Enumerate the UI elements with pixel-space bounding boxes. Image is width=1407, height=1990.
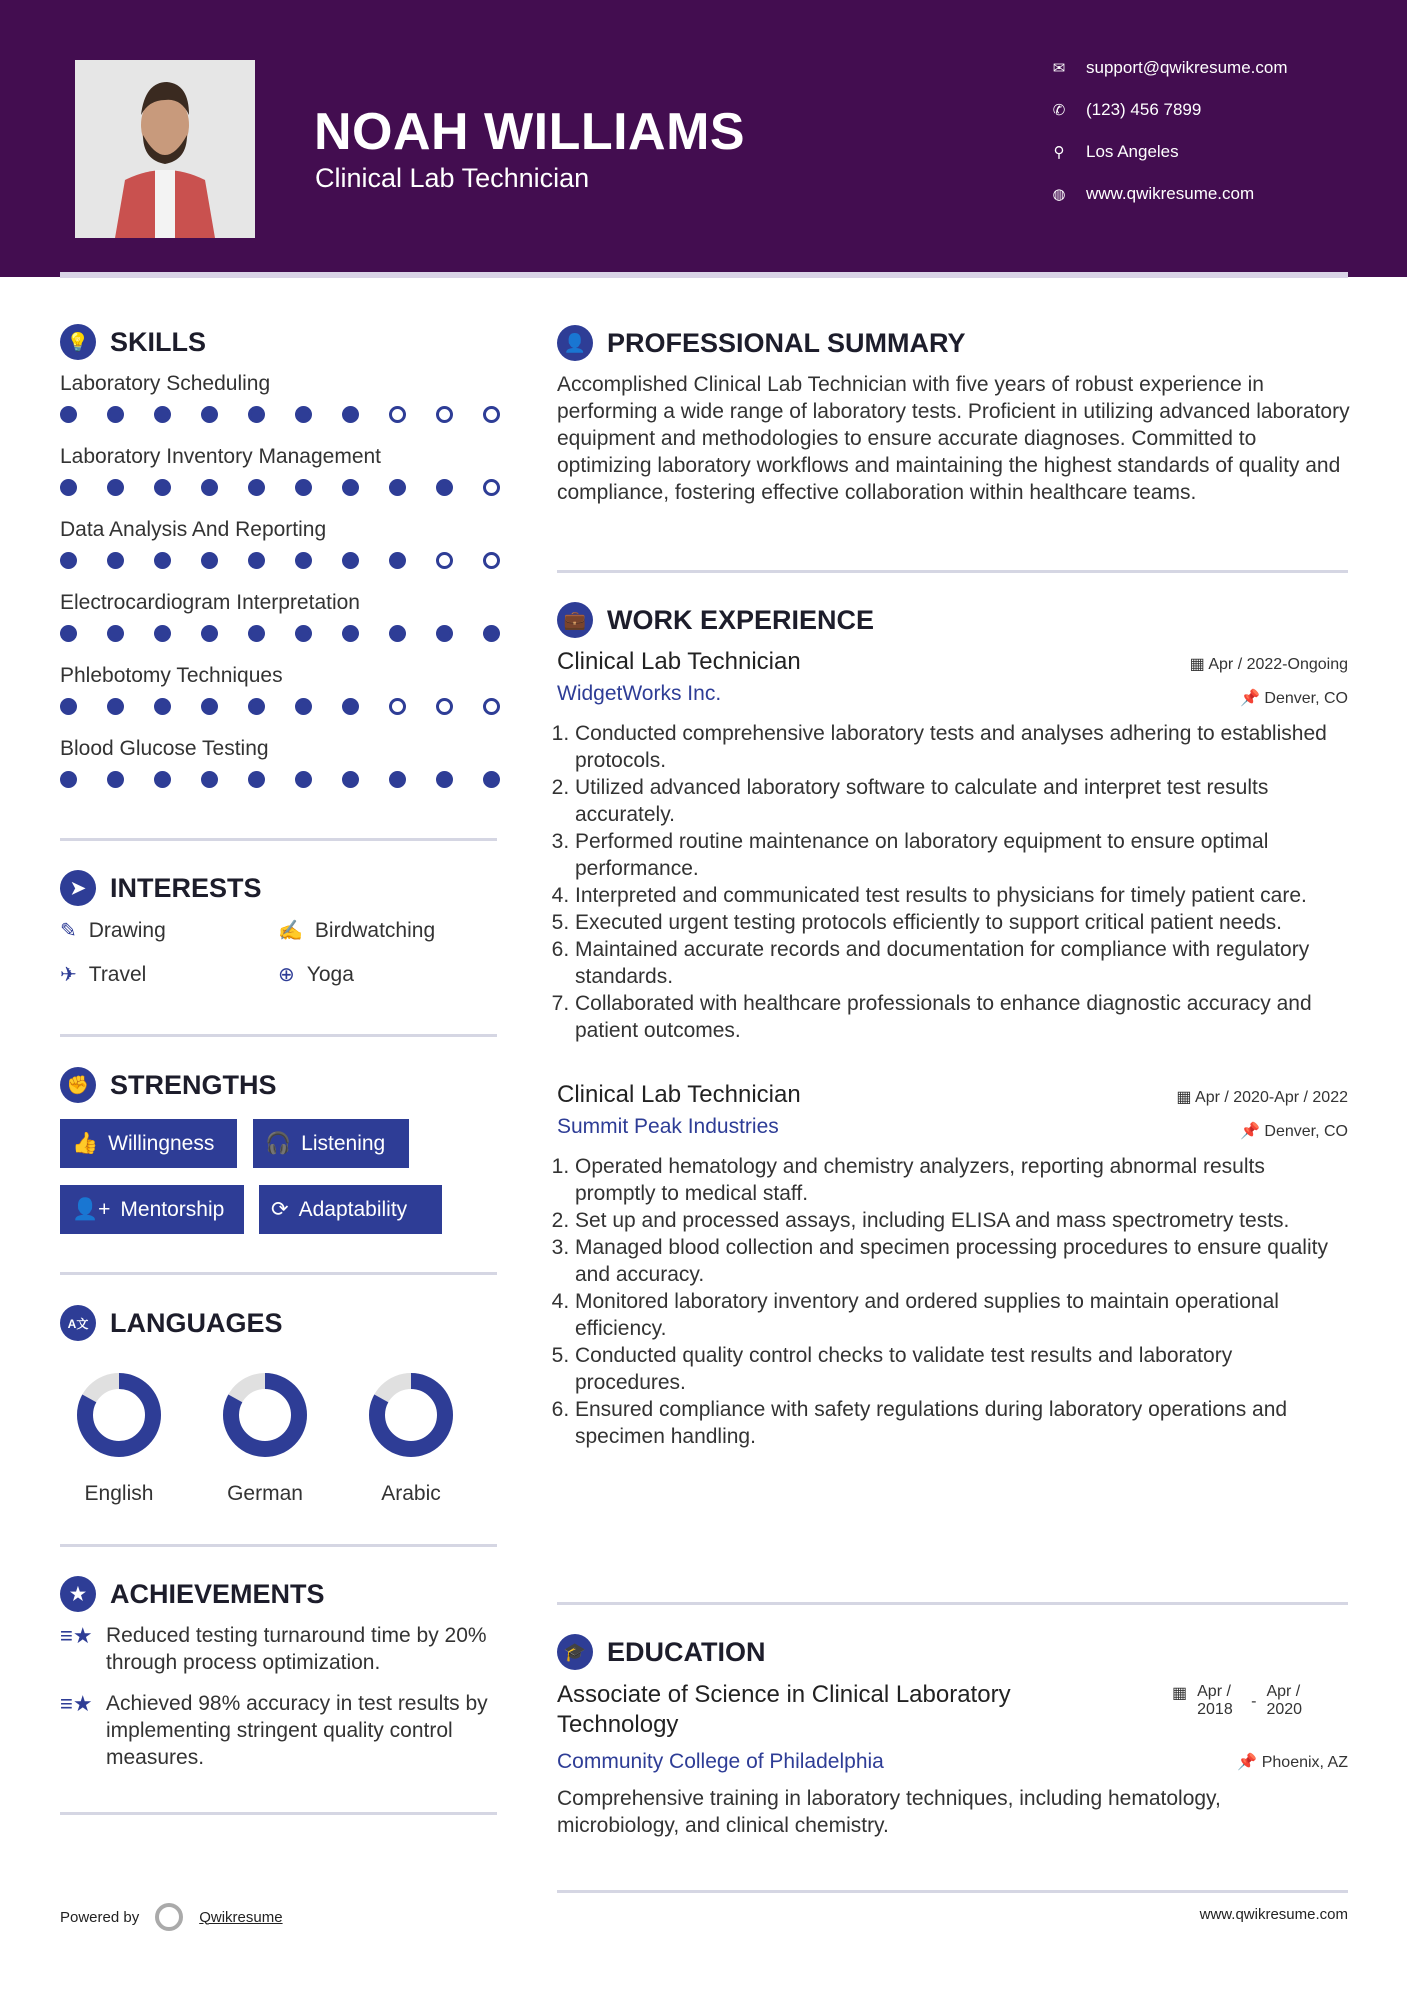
skill-label: Laboratory Inventory Management (60, 445, 382, 468)
filled-dot (60, 406, 77, 423)
filled-dot (389, 625, 406, 642)
filled-dot (436, 771, 453, 788)
interest-label: Birdwatching (314, 918, 436, 942)
filled-dot (342, 552, 359, 569)
empty-dot (436, 698, 453, 715)
summary-heading-text: PROFESSIONAL SUMMARY (607, 327, 966, 358)
language-donut (69, 1365, 169, 1465)
filled-dot (248, 479, 265, 496)
filled-dot (60, 771, 77, 788)
user-icon: 👤 (557, 325, 593, 361)
filled-dot (154, 625, 171, 642)
phone-icon: ✆ (1052, 102, 1066, 119)
job-bullet: 6. Maintained accurate records and documentation for compliance with regulatory standards. (575, 936, 1348, 990)
skill-label: Electrocardiogram Interpretation (60, 591, 360, 614)
filled-dot (483, 771, 500, 788)
skill-label: Phlebotomy Techniques (60, 664, 283, 687)
job-location-text: Denver, CO (1264, 1123, 1348, 1140)
filled-dot (295, 552, 312, 569)
job-bullet: 6. Ensured compliance with safety regulations during laboratory operations and specimen handling. (575, 1396, 1348, 1450)
contact-website[interactable] (1050, 184, 1254, 204)
education-location (1237, 1752, 1348, 1772)
job-dates-text: Apr / 2020-Apr / 2022 (1195, 1089, 1348, 1106)
interest-item (278, 962, 354, 987)
pin-icon: 📌 (1240, 690, 1265, 707)
job-location-text: Denver, CO (1264, 690, 1348, 707)
envelope-icon: ✉ (1052, 60, 1066, 77)
calendar-icon: ▦ (1172, 1685, 1188, 1702)
powered-by-text: Powered by (60, 1908, 140, 1926)
filled-dot (483, 625, 500, 642)
interest-item (278, 918, 435, 943)
filled-dot (342, 771, 359, 788)
empty-dot (483, 479, 500, 496)
job-title: Clinical Lab Technician (557, 1081, 801, 1108)
header-divider (60, 272, 1348, 278)
skill-item (60, 737, 500, 810)
interest-label: Drawing (88, 918, 166, 942)
life-ring-icon: ⊕ (278, 964, 295, 986)
profile-photo (75, 60, 255, 238)
lightbulb-icon: 💡 (60, 324, 96, 360)
filled-dot (154, 406, 171, 423)
language-label: Arabic (381, 1482, 441, 1505)
filled-dot (201, 771, 218, 788)
strength-label: Mentorship (120, 1197, 225, 1221)
education-heading-text: EDUCATION (607, 1636, 766, 1667)
filled-dot (107, 698, 124, 715)
filled-dot (107, 552, 124, 569)
job-dates (1176, 1087, 1348, 1107)
filled-dot (201, 552, 218, 569)
filled-dot (295, 771, 312, 788)
interest-item (60, 962, 146, 987)
skill-item (60, 372, 500, 445)
skill-label: Blood Glucose Testing (60, 737, 269, 760)
language-item (351, 1365, 471, 1506)
paper-plane-icon: ➤ (60, 870, 96, 906)
skill-item (60, 664, 500, 737)
calendar-icon: ▦ (1176, 1089, 1196, 1106)
skill-rating (60, 479, 500, 496)
job-bullet: 4. Monitored laboratory inventory and ordered supplies to maintain operational efficiency. (575, 1288, 1348, 1342)
filled-dot (342, 479, 359, 496)
empty-dot (436, 406, 453, 423)
job-entry (557, 1081, 1348, 1450)
interests-heading (60, 870, 262, 906)
language-label: German (227, 1482, 303, 1505)
pencil-icon: ✎ (60, 920, 77, 942)
strength-label: Willingness (108, 1131, 215, 1155)
globe-icon: ◍ (1052, 186, 1066, 203)
divider (60, 838, 497, 841)
job-bullets (557, 720, 1348, 1044)
job-dates-text: Apr / 2022-Ongoing (1208, 656, 1348, 673)
job-bullet: 7. Collaborated with healthcare professionals to enhance diagnostic accuracy and patient outcomes. (575, 990, 1348, 1044)
filled-dot (201, 406, 218, 423)
edu-end: Apr / 2020 (1266, 1683, 1303, 1718)
thumbs-up-icon: 👍 (72, 1131, 99, 1155)
filled-dot (60, 698, 77, 715)
experience-heading (557, 602, 874, 638)
filled-dot (60, 552, 77, 569)
star-badge-icon: ★ (60, 1576, 96, 1612)
skills-list (60, 372, 500, 810)
empty-dot (483, 698, 500, 715)
skills-heading-text: SKILLS (110, 326, 207, 357)
interest-item (60, 918, 166, 943)
empty-dot (483, 406, 500, 423)
fist-icon: ✊ (60, 1067, 96, 1103)
skill-rating (60, 406, 500, 423)
strengths-heading-text: STRENGTHS (110, 1069, 277, 1100)
strength-badge (60, 1185, 244, 1234)
filled-dot (342, 406, 359, 423)
company-name: Summit Peak Industries (557, 1115, 779, 1138)
job-bullet: 4. Interpreted and communicated test results to physicians for timely patient care. (575, 882, 1348, 909)
filled-dot (154, 771, 171, 788)
filled-dot (107, 771, 124, 788)
filled-dot (154, 698, 171, 715)
divider (60, 1812, 497, 1815)
edu-start: Apr / 2018 (1197, 1683, 1233, 1718)
filled-dot (248, 771, 265, 788)
briefcase-icon: 💼 (557, 602, 593, 638)
edu-sep: - (1251, 1693, 1257, 1710)
location-text: Los Angeles (1086, 142, 1179, 161)
job-title: Clinical Lab Technician (557, 648, 801, 675)
pin-icon: 📌 (1240, 1123, 1265, 1140)
summary-text: Accomplished Clinical Lab Technician with five years of robust experience in performing a wide range of laboratory tests. Proficient in utilizing advanced laboratory equipment and methodologies to ensure accurate diagnoses. Committed to optimizing laboratory workflows and maintaining the highest standards of quality and compliance, fostering effective collaboration within healthcare teams. (557, 373, 1350, 504)
language-item (59, 1365, 179, 1506)
qwikresume-link[interactable]: Qwikresume (199, 1908, 283, 1926)
divider (60, 1272, 497, 1275)
skill-label: Data Analysis And Reporting (60, 518, 327, 541)
filled-dot (295, 406, 312, 423)
job-location (1240, 688, 1348, 708)
qwikresume-logo-icon (155, 1903, 183, 1931)
filled-dot (154, 552, 171, 569)
skill-item (60, 445, 500, 518)
achievements-heading-text: ACHIEVEMENTS (110, 1578, 325, 1609)
filled-dot (60, 625, 77, 642)
filled-dot (201, 698, 218, 715)
filled-dot (436, 625, 453, 642)
job-bullet: 1. Operated hematology and chemistry analyzers, reporting abnormal results promptly to medical staff. (575, 1153, 1348, 1207)
empty-dot (483, 552, 500, 569)
achievement-item (60, 1690, 500, 1771)
job-bullet: 3. Performed routine maintenance on laboratory equipment to ensure optimal performance. (575, 828, 1348, 882)
divider (557, 1890, 1348, 1893)
empty-dot (436, 552, 453, 569)
job-bullets (557, 1153, 1348, 1450)
empty-dot (389, 698, 406, 715)
skill-rating (60, 698, 500, 715)
filled-dot (389, 479, 406, 496)
strength-badge (253, 1119, 409, 1168)
filled-dot (154, 479, 171, 496)
language-item (205, 1365, 325, 1506)
job-bullet: 2. Set up and processed assays, including ELISA and mass spectrometry tests. (575, 1207, 1348, 1234)
filled-dot (107, 406, 124, 423)
school-name: Community College of Philadelphia (557, 1750, 884, 1773)
contact-location (1050, 142, 1179, 162)
plane-icon: ✈ (60, 964, 77, 986)
filled-dot (436, 479, 453, 496)
user-plus-icon: 👤+ (72, 1197, 111, 1221)
language-donut (215, 1365, 315, 1465)
filled-dot (248, 406, 265, 423)
achievement-text: Reduced testing turnaround time by 20% through process optimization. (106, 1624, 487, 1674)
empty-dot (389, 406, 406, 423)
job-entry (557, 648, 1348, 1044)
filled-dot (295, 625, 312, 642)
divider (60, 1034, 497, 1037)
job-bullet: 3. Managed blood collection and specimen processing procedures to ensure quality and accuracy. (575, 1234, 1348, 1288)
education-dates (1172, 1683, 1310, 1719)
interest-label: Travel (88, 962, 147, 986)
headphones-icon: 🎧 (265, 1131, 292, 1155)
filled-dot (60, 479, 77, 496)
filled-dot (248, 552, 265, 569)
contact-phone[interactable] (1050, 100, 1201, 120)
languages-list (59, 1365, 499, 1505)
education-heading (557, 1634, 766, 1670)
achievements-heading (60, 1576, 325, 1612)
phone-text: (123) 456 7899 (1086, 100, 1202, 119)
strength-label: Adaptability (298, 1197, 408, 1221)
languages-heading-text: LANGUAGES (110, 1307, 283, 1338)
skill-rating (60, 552, 500, 569)
job-location (1240, 1121, 1348, 1141)
skill-rating (60, 625, 500, 642)
job-bullet: 5. Conducted quality control checks to validate test results and laboratory procedures. (575, 1342, 1348, 1396)
job-bullet: 2. Utilized advanced laboratory software to calculate and interpret test results accurately. (575, 774, 1348, 828)
interest-label: Yoga (306, 962, 354, 986)
skills-heading (60, 324, 206, 360)
company-name: WidgetWorks Inc. (557, 682, 722, 705)
filled-dot (201, 625, 218, 642)
map-marker-icon: ⚲ (1053, 144, 1065, 161)
filled-dot (342, 698, 359, 715)
divider (557, 570, 1348, 573)
job-bullet: 5. Executed urgent testing protocols efficiently to support critical patient needs. (575, 909, 1348, 936)
email-text: support@qwikresume.com (1086, 58, 1288, 77)
refresh-icon: ⟳ (271, 1198, 289, 1221)
filled-dot (389, 552, 406, 569)
filled-dot (295, 698, 312, 715)
filled-dot (248, 698, 265, 715)
website-text: www.qwikresume.com (1086, 184, 1255, 203)
languages-heading (60, 1305, 283, 1341)
filled-dot (389, 771, 406, 788)
shooting-star-icon: ≡★ (60, 1623, 93, 1648)
filled-dot (342, 625, 359, 642)
filled-dot (107, 479, 124, 496)
calendar-icon: ▦ (1189, 656, 1209, 673)
filled-dot (295, 479, 312, 496)
candidate-name: NOAH WILLIAMS (314, 103, 746, 161)
strengths-heading (60, 1067, 277, 1103)
powered-by (60, 1903, 283, 1931)
education-description: Comprehensive training in laboratory techniques, including hematology, microbiology, and clinical chemistry. (557, 1787, 1221, 1837)
language-icon: A文 (60, 1305, 96, 1341)
divider (60, 1544, 497, 1547)
candidate-title: Clinical Lab Technician (315, 163, 590, 193)
job-dates (1190, 654, 1348, 674)
job-bullet: 1. Conducted comprehensive laboratory tests and analyses adhering to established protocols. (575, 720, 1348, 774)
strength-badge (60, 1119, 237, 1168)
interests-heading-text: INTERESTS (110, 872, 262, 903)
degree-title: Associate of Science in Clinical Laboratory Technology (557, 1681, 1011, 1738)
skill-rating (60, 771, 500, 788)
edu-location-text: Phoenix, AZ (1261, 1754, 1348, 1771)
jobs-list (557, 648, 1348, 1487)
skill-item (60, 518, 500, 591)
skill-label: Laboratory Scheduling (60, 372, 271, 395)
shooting-star-icon: ≡★ (60, 1691, 93, 1716)
filled-dot (107, 625, 124, 642)
footer-url[interactable]: www.qwikresume.com (1199, 1906, 1348, 1923)
strength-label: Listening (301, 1131, 386, 1155)
achievement-text: Achieved 98% accuracy in test results by implementing stringent quality control measures. (106, 1692, 488, 1769)
language-donut (361, 1365, 461, 1465)
strength-badge (259, 1185, 442, 1234)
achievement-item (60, 1622, 500, 1676)
language-label: English (84, 1482, 154, 1505)
edit-icon: ✍ (278, 920, 303, 942)
filled-dot (201, 479, 218, 496)
skill-item (60, 591, 500, 664)
graduate-icon: 🎓 (557, 1634, 593, 1670)
pin-icon: 📌 (1237, 1754, 1262, 1771)
filled-dot (248, 625, 265, 642)
summary-heading (557, 325, 966, 361)
contact-email[interactable] (1050, 58, 1288, 78)
experience-heading-text: WORK EXPERIENCE (607, 604, 875, 635)
divider (557, 1602, 1348, 1605)
